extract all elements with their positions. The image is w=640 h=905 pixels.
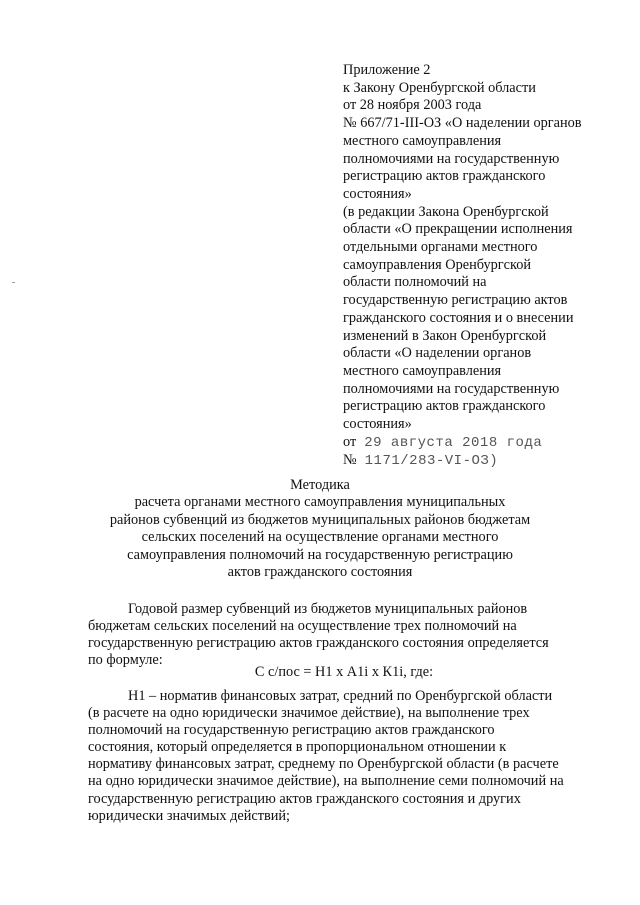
paragraph-line: юридически значимых действий; [88, 807, 290, 824]
appendix-line: государственную регистрацию актов [343, 292, 568, 309]
appendix-line: изменений в Закон Оренбургской [343, 327, 547, 344]
appendix-line: Приложение 2 [343, 62, 431, 78]
formula: С с/пос = Н1 х А1i х К1i, где: [254, 664, 434, 680]
appendix-line: от 28 ноября 2003 года [343, 97, 482, 114]
paragraph-line: бюджетам сельских поселений на осуществление трех полномочий на [88, 618, 517, 635]
paragraph-line: на одно юридически значимое действие), на выполнение семи полномочий на [88, 773, 564, 790]
amendment-number: 1171/283-VI-ОЗ) [364, 453, 499, 470]
paragraph-line: нормативу финансовых затрат, среднему по Оренбургской области (в расчете [88, 756, 559, 773]
appendix-line: полномочиями на государственную [343, 150, 560, 167]
margin-mark [12, 282, 15, 283]
paragraph-line: Годовой размер субвенций из бюджетов муниципальных районов [128, 601, 528, 617]
paragraph-line: полномочий на государственную регистрацию актов гражданского [88, 722, 495, 739]
paragraph-line: (в расчете на одно юридически значимое действие), на выполнение трех [88, 705, 530, 722]
appendix-line: (в редакции Закона Оренбургской [343, 203, 549, 220]
appendix-line: гражданского состояния и о внесении [343, 309, 574, 326]
title-line: самоуправления полномочий на государственную регистрацию [127, 546, 513, 563]
appendix-line: полномочиями на государственную [343, 380, 560, 397]
title-line: сельских поселений на осуществление органами местного [141, 529, 499, 546]
date-prefix: от [343, 433, 357, 450]
appendix-line: к Закону Оренбургской области [343, 79, 536, 96]
title-line: расчета органами местного самоуправления муниципальных [134, 494, 506, 511]
appendix-line: состояния» [343, 185, 412, 202]
paragraph-definition [88, 688, 600, 825]
appendix-line: № 667/71-III-ОЗ «О наделении органов [343, 115, 582, 132]
paragraph-line: по формуле: [88, 652, 163, 669]
appendix-line: регистрацию актов гражданского [343, 398, 546, 415]
appendix-header [343, 62, 623, 471]
paragraph-intro [88, 601, 600, 669]
paragraph-line: состояния, который определяется в пропорциональном отношении к [88, 739, 507, 756]
title-line: актов гражданского состояния [227, 564, 413, 581]
title-line: районов субвенций из бюджетов муниципальных районов бюджетам [109, 511, 531, 528]
amendment-date-line [343, 434, 623, 453]
paragraph-line: государственную регистрацию актов гражданского состояния и других [88, 790, 521, 807]
appendix-line: местного самоуправления [343, 362, 502, 379]
appendix-line: самоуправления Оренбургской [343, 256, 532, 273]
number-prefix: № [343, 452, 357, 469]
appendix-line: области «О наделении органов [343, 345, 532, 362]
appendix-line: области «О прекращении исполнения [343, 221, 573, 238]
paragraph-line: государственную регистрацию актов гражданского состояния определяется [88, 635, 549, 652]
appendix-line: местного самоуправления [343, 132, 502, 149]
title-line: Методика [290, 477, 350, 493]
appendix-line: регистрацию актов гражданского [343, 168, 546, 185]
amendment-number-line [343, 452, 623, 471]
amendment-date: 29 августа 2018 года [364, 434, 543, 451]
methodology-title [60, 477, 580, 581]
appendix-line: состояния» [343, 416, 412, 433]
appendix-line: отдельными органами местного [343, 239, 538, 256]
paragraph-line: Н1 – норматив финансовых затрат, средний по Оренбургской области [128, 688, 553, 704]
appendix-line: области полномочий на [343, 274, 487, 291]
